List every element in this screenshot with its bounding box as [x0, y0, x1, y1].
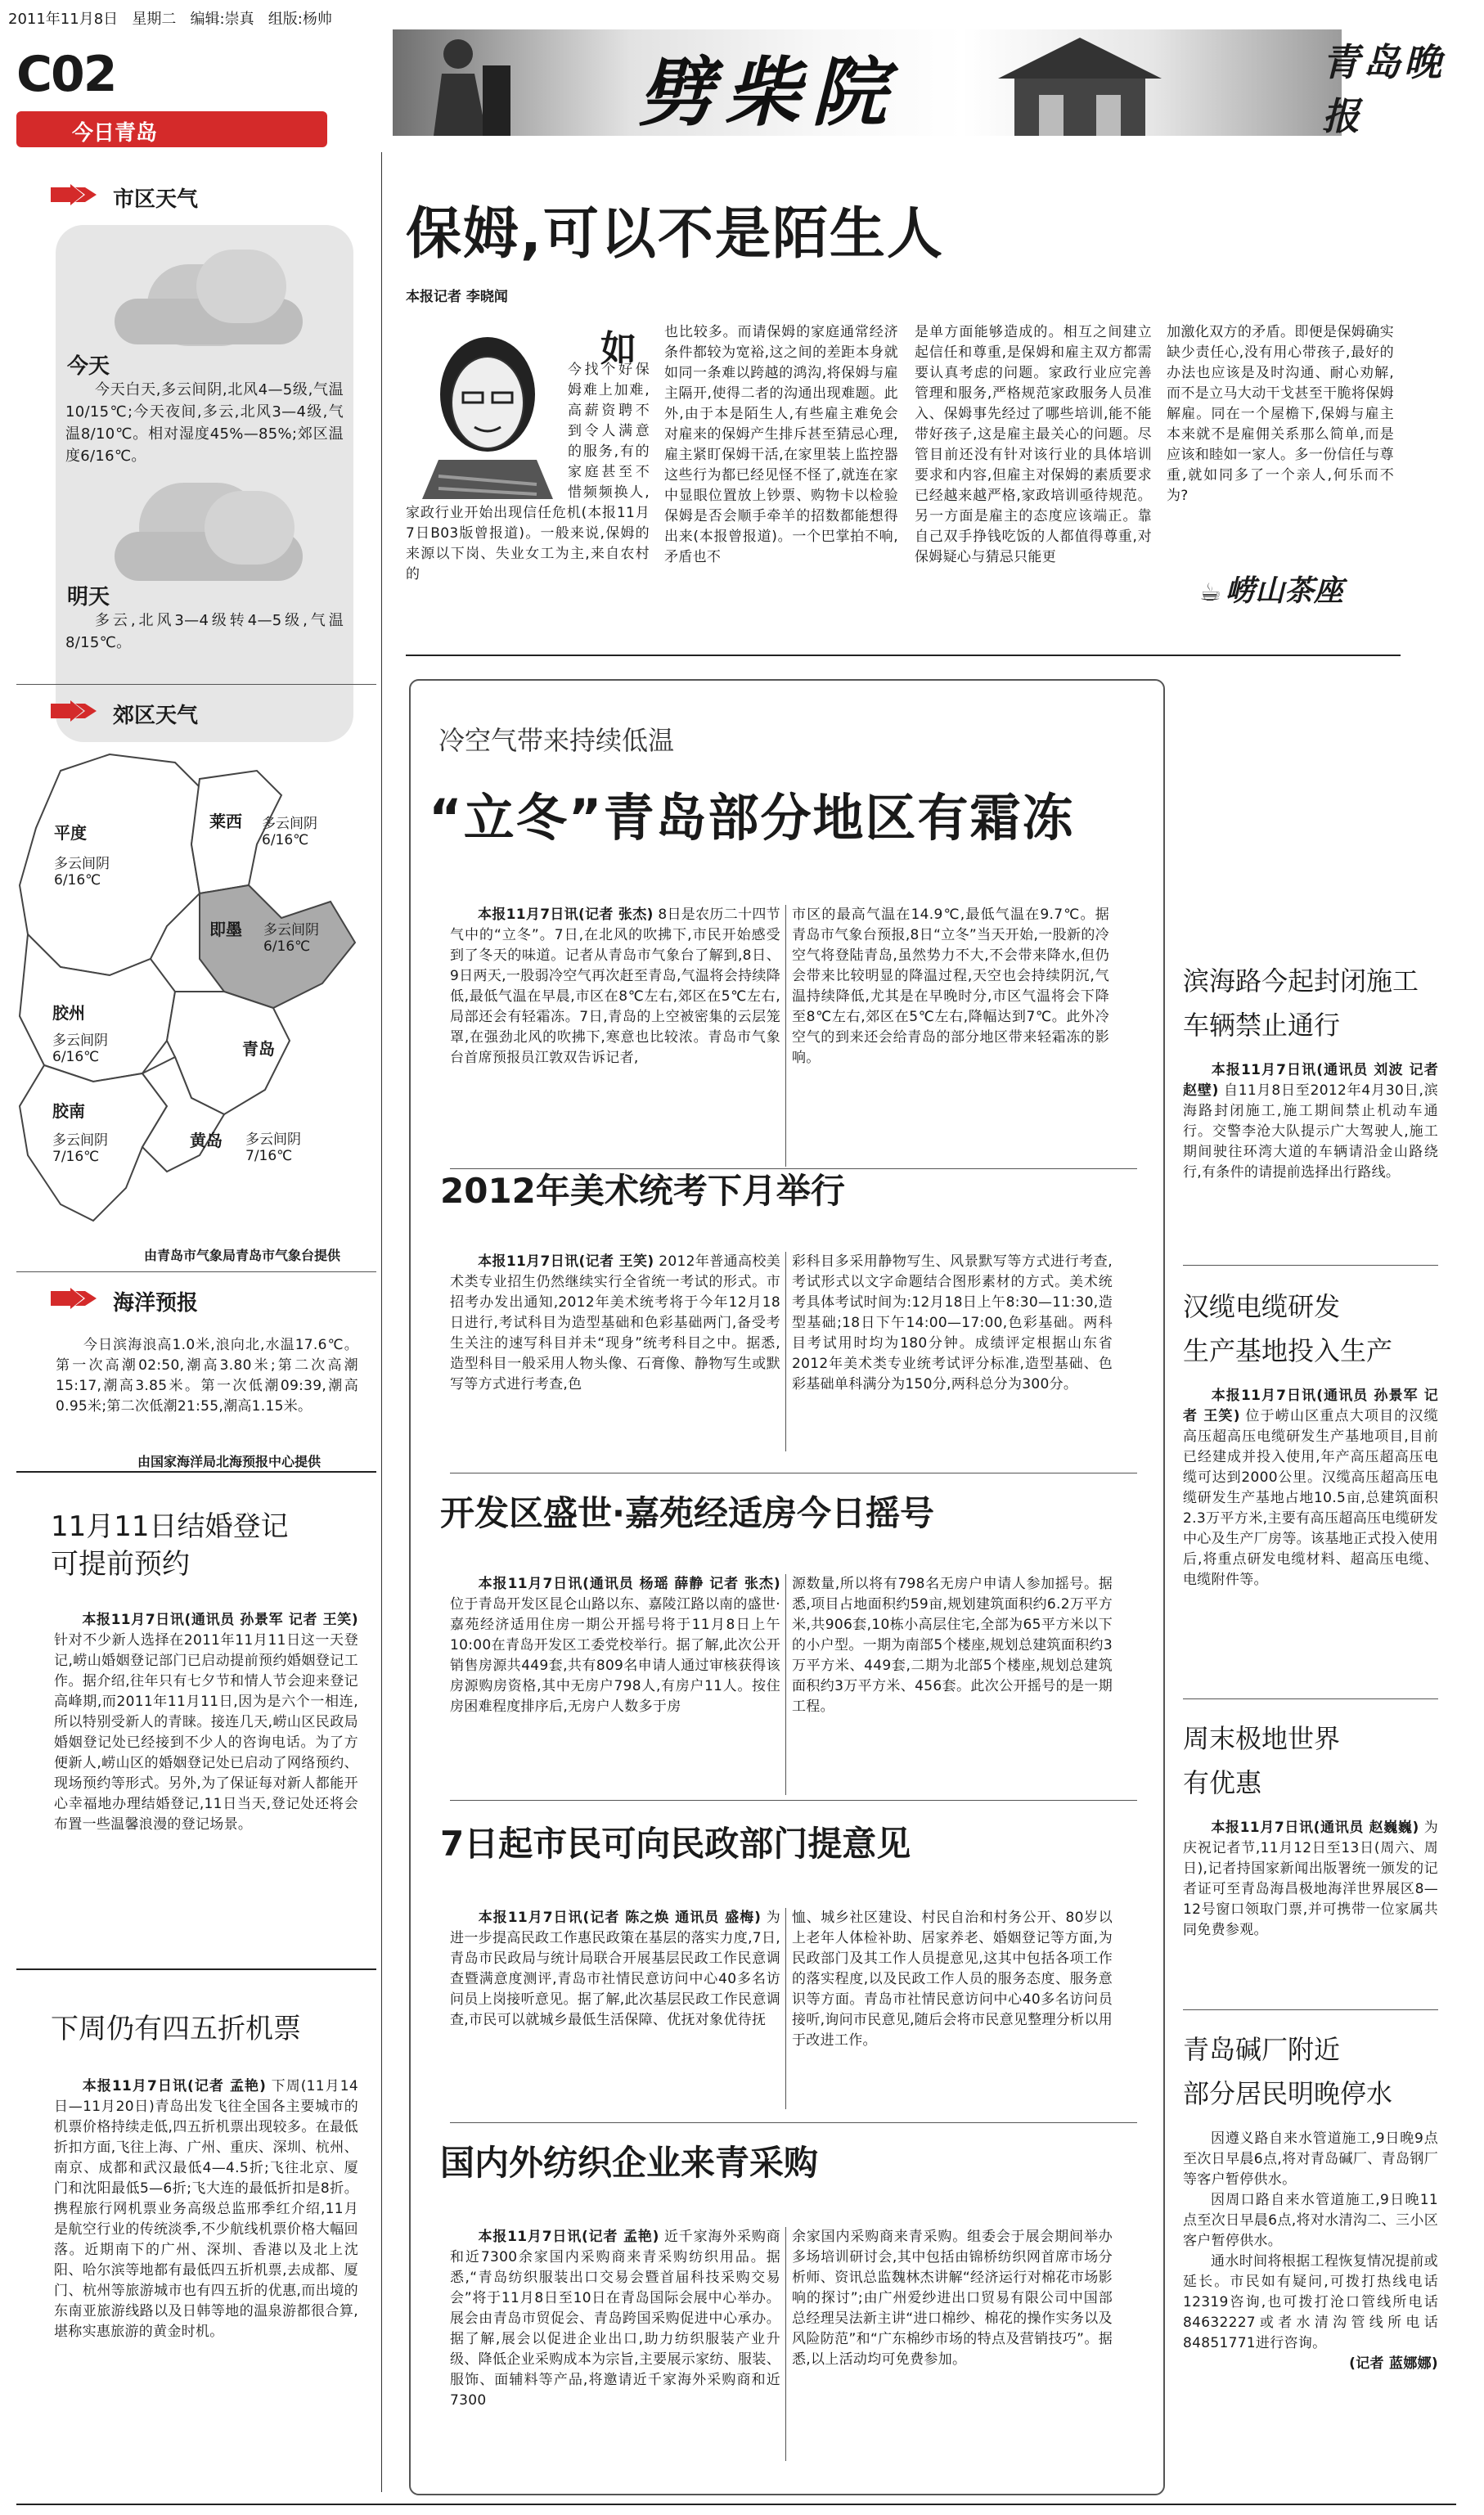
region-jiaonan	[52, 1098, 108, 1165]
cable-byline: 本报11月7日讯(通讯员 孙景军 记者 王笑)	[1183, 1388, 1438, 1424]
suburb-weather-title: 郊区天气	[113, 704, 199, 728]
left-column-divider	[381, 152, 382, 2492]
divider	[406, 655, 1401, 656]
region-huangdao-forecast	[245, 1127, 301, 1164]
region-temp: 6/16℃	[54, 872, 101, 889]
frost-col1	[450, 905, 780, 1069]
date: 2011年11月8日	[8, 11, 119, 28]
water-title-2: 部分居民明晚停水	[1183, 2078, 1393, 2109]
marriage-byline: 本报11月7日讯(通讯员 孙景军 记者 王笑)	[82, 1612, 358, 1628]
water-text-2: 因周口路自来水管道施工,9日晚11点至次日早晨6点,将对水清沟二、三小区客户暂停供水。	[1183, 2192, 1438, 2249]
binhai-text: 自11月8日至2012年4月30日,滨海路封闭施工,施工期间禁止机动车通行。交警李沧大队提示广大驾驶人,施工期间驶往环湾大道的车辆请沿金山路绕行,有条件的请提前选择出行路线。	[1183, 1082, 1438, 1181]
civil-byline: 本报11月7日讯(记者 陈之焕 通讯员 盛梅)	[478, 1910, 762, 1926]
region-pingdu	[54, 820, 110, 889]
region-temp: 6/16℃	[262, 832, 309, 848]
region-name: 黄岛	[190, 1131, 223, 1150]
lead-col2: 也比较多。而请保姆的家庭通常经济条件都较为宽裕,这之间的差距本身就如同一条难以跨越的鸿沟,将保姆与雇主隔开,使得二者的沟通出现难题。此外,由于本是陌生人,有些雇主难免会对雇来的保姆产生排斥甚至猜忌心理,雇主紧盯保姆干活,在家里装上监控器这些行为都已经见怪不怪了,就连在家中显眼位置放上钞票、购物卡以检验保姆是否会顺手牵羊的招数都能想得出来(本报曾报道)。一个巴掌拍不响,矛盾也不	[664, 324, 898, 565]
museum-title-2: 有优惠	[1183, 1767, 1262, 1798]
editor: 编辑:崇真	[190, 11, 254, 28]
civil-col1	[450, 1908, 780, 2031]
layout-editor: 组版:杨帅	[268, 11, 332, 28]
frost-byline: 本报11月7日讯(记者 张杰)	[478, 907, 654, 923]
museum-body	[1183, 1818, 1438, 1941]
suburb-weather	[0, 692, 376, 1281]
tomorrow-forecast: 多云,北风3—4级转4—5级,气温8/15℃。	[65, 612, 344, 651]
region-huangdao	[190, 1127, 223, 1151]
region-laixi-forecast	[262, 812, 317, 848]
frost-kicker: 冷空气带来持续低温	[438, 725, 675, 756]
divider	[1183, 1265, 1438, 1266]
cloud-icon	[115, 475, 303, 589]
region-desc: 多云间阴	[245, 1132, 301, 1148]
cable-article	[1183, 1284, 1438, 1590]
art-exam-col2: 彩科目多采用静物写生、风景默写等方式进行考查,考试形式以文字命题结合图形素材的方式。美术统考具体考试时间为:12月18日上午8:30—11:30,造型基础;18日下午14:00—17:00,色彩基础。两科目考试用时均为180分钟。成绩评定根据山东省2012年美术类专业统考试评分标准,造型基础、色彩基础单科满分为150分,两科总分为300分。	[792, 1253, 1113, 1392]
region-temp: 6/16℃	[52, 1049, 100, 1065]
airfare-body	[54, 2076, 358, 2342]
weekday: 星期二	[132, 11, 177, 28]
region-name: 即墨	[209, 920, 242, 939]
cloud-icon	[115, 250, 303, 356]
divider	[1183, 2009, 1438, 2010]
red-arrow-icon	[51, 1288, 97, 1309]
paper-name: 青岛晚报	[1322, 40, 1445, 138]
lead-col3: 是单方面能够造成的。相互之间建立起信任和尊重,是保姆和雇主双方都需要认真考虑的问题。家政行业应完善管理和服务,严格规范家政服务人员准入、保姆事先经过了哪些培训,能不能带好孩子,这是雇主最关心的问题。尽管目前还没有针对该行业的具体培训要求和内容,但雇主对保姆的素质要求已经越来越严格,家政培训亟待规范。另一方面是雇主的态度应该端正。靠自己双手挣钱吃饭的人都值得尊重,对保姆疑心与猜忌只能更	[915, 324, 1152, 565]
ocean-text: 今日滨海浪高1.0米,浪向北,水温17.6℃。第一次高潮02:50,潮高3.80米;第二次高潮15:17,潮高3.85米。第一次低潮09:39,潮高0.95米;第二次低潮21:55,潮高1.15米。	[56, 1337, 358, 1415]
region-desc: 多云间阴	[262, 816, 317, 832]
city-weather	[0, 176, 376, 651]
red-arrow-icon	[51, 700, 97, 722]
marriage-body	[54, 1610, 358, 1835]
textile-byline: 本报11月7日讯(记者 孟艳)	[478, 2229, 659, 2245]
water-signature: (记者 蓝娜娜)	[1349, 2355, 1438, 2372]
airfare-title: 下周仍有四五折机票	[51, 2013, 301, 2045]
region-qingdao	[242, 1036, 275, 1060]
divider	[16, 1471, 376, 1473]
binhai-article	[1183, 959, 1438, 1183]
region-name: 胶南	[52, 1101, 85, 1121]
museum-text: 为庆祝记者节,11月12日至13日(周六、周日),记者持国家新闻出版署统一颁发的记者证可至青岛海昌极地海洋世界展区8—12号窗口领取门票,并可携带一位家属共同免费参观。	[1183, 1820, 1438, 1938]
art-exam-col1-text: 2012年普通高校美术类专业招生仍然继续实行全省统一考试的形式。市招考办发出通知,2012年美术统考将于今年12月18日进行,考试科目为造型基础和色彩基础两门,备受考生关注的速写科目并未“现身”统考科目之中。据悉,造型科目一般采用人物头像、石膏像、静物写生或默写等方式进行考查,色	[450, 1253, 780, 1392]
civil-headline: 7日起市民可向民政部门提意见	[440, 1824, 911, 1864]
housing-col1-text: 位于青岛开发区昆仑山路以东、嘉陵江路以南的盛世·嘉苑经济适用住房一期公开摇号将于11月8日上午10:00在青岛开发区工委党校举行。据了解,此次公开销售房源共449套,共有809名申请人通过审核获得该房源购房资格,其中无房户798人,有房户11人。按住房困难程度排序后,无房户人数多于房	[450, 1596, 780, 1715]
divider	[16, 1271, 376, 1272]
art-exam-col1	[450, 1252, 780, 1395]
region-name: 莱西	[209, 812, 242, 831]
tomorrow-label: 明天	[67, 585, 110, 610]
art-exam-byline: 本报11月7日讯(记者 王笑)	[478, 1253, 654, 1270]
water-text-1: 因遵义路自来水管道施工,9日晚9点至次日早晨6点,将对青岛碱厂、青岛钢厂等客户暂停供水。	[1183, 2130, 1438, 2188]
divider	[450, 1800, 1137, 1801]
region-name: 胶州	[52, 1003, 85, 1023]
divider	[16, 684, 376, 685]
marriage-title-1: 11月11日结婚登记	[51, 1510, 289, 1543]
region-jimo-forecast	[263, 918, 319, 955]
teacup-icon: ☕	[1199, 578, 1221, 607]
today-label: 今天	[67, 354, 110, 379]
housing-byline: 本报11月7日讯(通讯员 杨瑶 薛静 记者 张杰)	[478, 1576, 780, 1592]
column-rule	[785, 905, 786, 1167]
drop-cap: 如	[600, 328, 636, 370]
lead-headline: 保姆,可以不是陌生人	[406, 202, 944, 267]
suburb-credit: 由青岛市气象局青岛市气象台提供	[144, 1248, 341, 1263]
region-temp: 6/16℃	[263, 938, 311, 955]
city-weather-title: 市区天气	[113, 187, 199, 212]
cable-title-1: 汉缆电缆研发	[1183, 1291, 1341, 1322]
cable-title-2: 生产基地投入生产	[1183, 1335, 1393, 1366]
region-temp: 7/16℃	[245, 1148, 293, 1164]
region-temp: 7/16℃	[52, 1149, 100, 1165]
cable-text: 位于崂山区重点大项目的汉缆高压超高压电缆研发生产基地项目,目前已经建成并投入使用,年产高压超高压电缆可达到2000公里。汉缆高压超高压电缆研发生产基地占地10.5亩,总建筑面积2.3万平方米,主要有高压超高压电缆研发中心及生产厂房等。该基地正式投入使用后,将重点研发电缆材料、超高压电缆、电缆附件等。	[1183, 1408, 1438, 1588]
column-rule	[785, 2227, 786, 2461]
cable-body	[1183, 1386, 1438, 1590]
water-title-1: 青岛碱厂附近	[1183, 2034, 1341, 2065]
banner-figure-icon	[409, 33, 515, 136]
water-article	[1183, 2027, 1438, 2374]
masthead-dateline	[8, 10, 332, 29]
column-logo-text: 崂山茶座	[1225, 574, 1344, 608]
airfare-byline: 本报11月7日讯(记者 孟艳)	[82, 2078, 267, 2094]
region-name: 青岛	[242, 1039, 275, 1059]
housing-col1	[450, 1574, 780, 1717]
lead-byline: 本报记者 李晓闻	[406, 289, 508, 305]
region-desc: 多云间阴	[54, 856, 110, 872]
section-title: 劈柴院	[638, 48, 899, 137]
divider	[450, 2122, 1137, 2123]
binhai-title-1: 滨海路今起封闭施工	[1183, 965, 1419, 997]
region-desc: 多云间阴	[263, 922, 319, 938]
frost-col2: 市区的最高气温在14.9℃,最低气温在9.7℃。据青岛市气象台预报,8日“立冬”当天开始,一股新的冷空气将登陆青岛,虽然势力不大,不会带来降水,但仍会带来比较明显的降温过程,天空也会持续阴沉,气温持续降低,尤其是在早晚时分,市区气温将会下降至8℃左右,郊区在5℃左右,降幅达到7℃。此外冷空气的到来还会给青岛的部分地区带来轻霜冻的影响。	[792, 907, 1109, 1066]
ocean-title: 海洋预报	[113, 1291, 199, 1316]
housing-headline: 开发区盛世·嘉苑经适房今日摇号	[440, 1493, 934, 1533]
column-rule	[785, 1908, 786, 2109]
textile-col1	[450, 2227, 780, 2411]
water-text-3: 通水时间将根据工程恢复情况提前或延长。市民如有疑问,可拨打热线电话12319咨询,也可拨打沧口管线所电话84632227或者水清沟管线所电话84851771进行咨询。	[1183, 2253, 1438, 2351]
art-exam-headline: 2012年美术统考下月举行	[440, 1171, 845, 1211]
masthead	[0, 0, 1484, 146]
textile-col2: 余家国内采购商来青采购。组委会于展会期间举办多场培训研讨会,其中包括由锦桥纺织网首席市场分析师、资讯总监魏林杰讲解“经济运行对棉花市场影响的探讨”;由广州爱纱进出口贸易有限公司中国部总经理吴法新主讲“进口棉纱、棉花的操作实务以及风险防范”和“广东棉纱市场的特点及营销技巧”。据悉,以上活动均可免费参加。	[792, 2229, 1113, 2368]
lead-col1	[406, 360, 650, 585]
frost-col1-text: 8日是农历二十四节气中的“立冬”。7日,在北风的吹拂下,市民开始感受到了冬天的味道。记者从青岛市气象台了解到,8日、9日两天,一股弱冷空气再次赶至青岛,气温将会持续降低,最低气温在早晨,市区在8℃左右,郊区在5℃左右,局部还会有轻霜冻。7日,青岛的上空被密集的云层笼罩,在强劲北风的吹拂下,寒意也比较浓。青岛市气象台首席预报员江敦双告诉记者,	[450, 907, 780, 1066]
bottom-rule	[16, 2504, 1456, 2505]
textile-headline: 国内外纺织企业来青采购	[440, 2143, 819, 2183]
marriage-text: 针对不少新人选择在2011年11月11日这一天登记,崂山婚姻登记部门已启动提前预约婚姻登记工作。据介绍,往年只有七夕节和情人节会迎来登记高峰期,而2011年11月11日,因为是六个一相连,所以特别受新人的青睐。接连几天,崂山区民政局婚姻登记处已经接到不少人的咨询电话。为了方便新人,崂山区的婚姻登记处已启动了网络预约、现场预约等形式。另外,为了保证每对新人都能开心幸福地办理结婚登记,11日当天,登记处还将会布置一些温馨浪漫的登记场景。	[54, 1632, 358, 1833]
today-forecast: 今天白天,多云间阴,北风4—5级,气温10/15℃;今天夜间,多云,北风3—4级,气温8/10℃。相对湿度45%—85%;郊区温度6/16℃。	[65, 381, 344, 465]
red-arrow-icon	[51, 184, 97, 205]
civil-col2: 恤、城乡社区建设、村民自治和村务公开、80岁以上老年人体检补助、居家养老、婚姻登记等方面,为民政部门及其工作人员提意见,这其中包括各项工作的落实程度,以及民政工作人员的服务态度、服务意识等方面。青岛市社情民意访问中心40多名访问员接听,询问市民意见,随后会将市民意见整理分析以用于改进工作。	[792, 1910, 1113, 2049]
binhai-body	[1183, 1060, 1438, 1183]
lead-col4: 加激化双方的矛盾。即便是保姆确实缺少责任心,没有用心带孩子,最好的办法也应该是及时沟通、耐心劝解,而不是立马大动干戈甚至干脆将保姆解雇。同在一个屋檐下,保姆与雇主本来就不是雇佣关系那么简单,而是应该和睦如一家人。多一份信任与尊重,就如同多了一个亲人,何乐而不为?	[1167, 324, 1394, 504]
region-name: 平度	[54, 823, 87, 843]
marriage-title-2: 可提前预约	[51, 1548, 190, 1581]
section-tag-label: 今日青岛	[72, 121, 158, 146]
page-number: C02	[16, 46, 116, 103]
banner-building-icon	[990, 29, 1170, 136]
lead-col1-text: 今找个好保姆难上加难,高薪资聘不到令人满意的服务,有的家庭甚至不惜频频换人,家政行业开始出现信任危机(本报11月7日B03版曾报道)。一般来说,保姆的来源以下岗、失业女工为主,来自农村的	[406, 362, 650, 583]
housing-col2: 源数量,所以将有798名无房户申请人参加摇号。据悉,项目占地面积约59亩,规划建筑面积约6.2万平方米,共906套,10栋小高层住宅,全部为65平方米以下的小户型。一期为南部5个楼座,规划总建筑面积约3万平方米、449套,二期为北部5个楼座,规划总建筑面积约3万平方米、456套。此次公开摇号的是一期工程。	[792, 1576, 1113, 1715]
city-weather-header	[0, 176, 376, 212]
column-logo	[1199, 568, 1343, 610]
textile-col1-text: 近千家海外采购商和近7300余家国内采购商来青采购纺织用品。据悉,“青岛纺织服装出口交易会暨首届科技采购交易会”将于11月8日至10日在青岛国际会展中心举办。展会由青岛市贸促会、青岛跨国采购促进中心承办。据了解,展会以促进企业出口,助力纺织服装产业升级、降低企业采购成本为宗旨,主要展示家纺、服装、服饰、面辅料等产品,将邀请近千家海外采购商和近7300	[450, 2229, 780, 2409]
column-rule	[785, 1252, 786, 1451]
divider	[1183, 1698, 1438, 1699]
column-rule	[785, 1574, 786, 1795]
museum-title-1: 周末极地世界	[1183, 1723, 1341, 1754]
ocean-credit: 由国家海洋局北海预报中心提供	[137, 1454, 322, 1469]
frost-headline: “立冬”青岛部分地区有霜冻	[429, 788, 1075, 848]
region-desc: 多云间阴	[52, 1033, 108, 1049]
region-laixi	[209, 808, 242, 832]
region-jiaozhou	[52, 1000, 108, 1065]
museum-article	[1183, 1716, 1438, 1941]
civil-col1-text: 为进一步提高民政工作惠民政策在基层的落实力度,7日,青岛市民政局与统计局联合开展基层民政工作民意调查暨满意度测评,青岛市社情民意访问中心40多名访问员上岗接听意见。据了解,此次基层民政工作民意调查,市民可以就城乡最低生活保障、优抚对象优待抚	[450, 1910, 781, 2028]
binhai-byline: 本报11月7日讯(通讯员 刘波 记者 赵壁)	[1183, 1062, 1438, 1099]
region-desc: 多云间阴	[52, 1132, 108, 1149]
section-tag	[16, 111, 327, 147]
divider	[16, 1968, 376, 1970]
museum-byline: 本报11月7日讯(通讯员 赵巍巍)	[1211, 1820, 1419, 1836]
binhai-title-2: 车辆禁止通行	[1183, 1010, 1341, 1041]
airfare-text: 下周(11月14日—11月20日)青岛出发飞往全国各主要城市的机票价格持续走低,四五折机票出现较多。在最低折扣方面,飞往上海、广州、重庆、深圳、杭州、南京、成都和武汉最低4—4.5折;飞往北京、厦门和沈阳最低5—6折;飞大连的最低折扣是8折。携程旅行网机票业务高级总监邢季红介绍,11月是航空行业的传统淡季,不少航线机票价格大幅回落。近期南下的广州、深圳、香港以及北上沈阳、哈尔滨等地都有最低四五折机票,去成都、厦门、杭州等旅游城市也有四五折的优惠,而出境的东南亚旅游线路以及日韩等地的温泉游都很合算,堪称实惠旅游的黄金时机。	[54, 2078, 358, 2340]
region-jimo	[209, 916, 242, 940]
